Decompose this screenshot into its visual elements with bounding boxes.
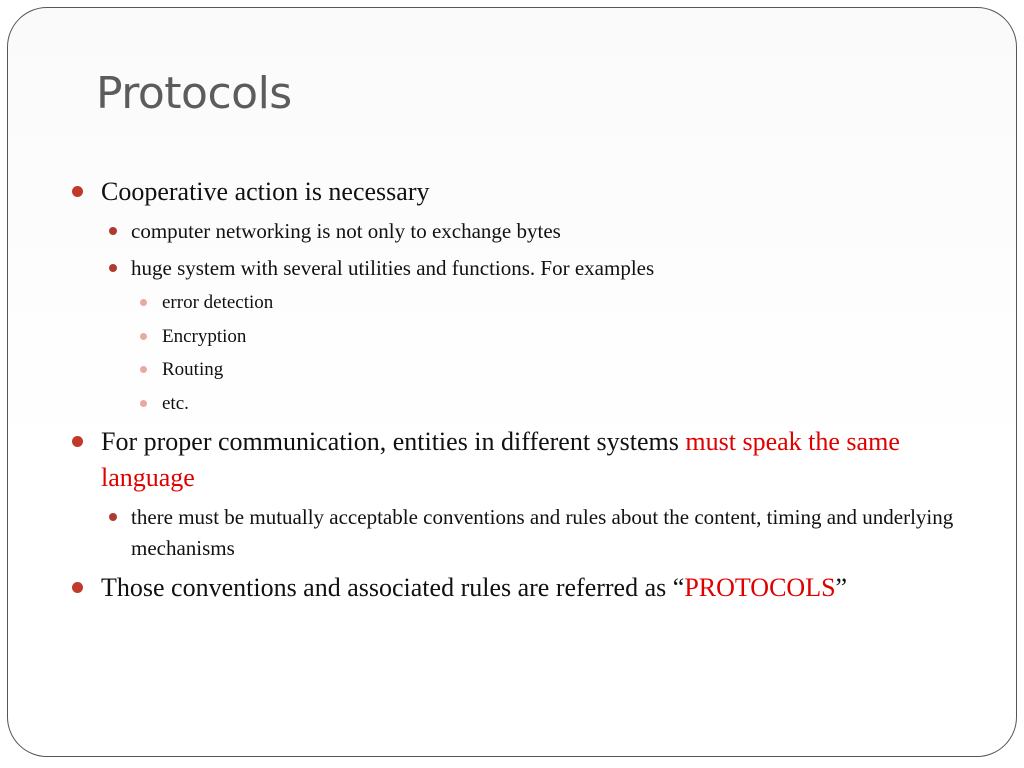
bullet-text: For proper communication, entities in different systems bbox=[101, 427, 686, 456]
bullet-dot-icon bbox=[72, 436, 83, 447]
bullet-routing bbox=[68, 357, 968, 383]
bullet-highlight-text: must speak the same language bbox=[101, 427, 900, 492]
bullet-dot-icon bbox=[72, 186, 83, 197]
bullet-text: Routing bbox=[162, 359, 224, 380]
bullet-encryption bbox=[68, 324, 968, 350]
bullet-dot-icon bbox=[109, 513, 117, 521]
bullet-dot-icon bbox=[109, 264, 117, 272]
bullet-text: Cooperative action is necessary bbox=[101, 177, 430, 206]
bullet-dot-icon bbox=[72, 582, 83, 593]
bullet-dot-icon bbox=[140, 299, 147, 306]
bullet-protocols-definition bbox=[68, 570, 968, 606]
slide-title: Protocols bbox=[96, 68, 292, 119]
bullet-text: computer networking is not only to exchange bytes bbox=[131, 219, 561, 243]
bullet-dot-icon bbox=[140, 366, 147, 373]
bullet-cooperative-action bbox=[68, 174, 968, 210]
bullet-error-detection bbox=[68, 290, 968, 316]
bullet-text: Encryption bbox=[162, 325, 247, 347]
bullet-proper-communication bbox=[68, 424, 968, 496]
bullet-text: error detection bbox=[162, 292, 274, 313]
bullet-mutual-conventions bbox=[68, 502, 968, 564]
bullet-text: huge system with several utilities and functions. For examples bbox=[131, 256, 655, 280]
bullet-text: Those conventions and associated rules are referred as bbox=[101, 573, 673, 602]
slide-frame bbox=[7, 7, 1017, 757]
bullet-highlight-text: PROTOCOLS bbox=[684, 573, 836, 602]
open-quote: “ bbox=[672, 573, 685, 602]
bullet-networking-bytes bbox=[68, 216, 968, 247]
bullet-dot-icon bbox=[109, 227, 117, 235]
bullet-etc bbox=[68, 391, 968, 417]
slide-body bbox=[68, 174, 968, 612]
bullet-text: etc. bbox=[162, 392, 189, 414]
bullet-huge-system bbox=[68, 253, 968, 284]
bullet-dot-icon bbox=[140, 333, 147, 340]
bullet-dot-icon bbox=[140, 400, 147, 407]
close-quote: ” bbox=[835, 573, 848, 602]
bullet-text: there must be mutually acceptable conventions and rules about the content, timing and underlying mechanisms bbox=[131, 505, 954, 560]
